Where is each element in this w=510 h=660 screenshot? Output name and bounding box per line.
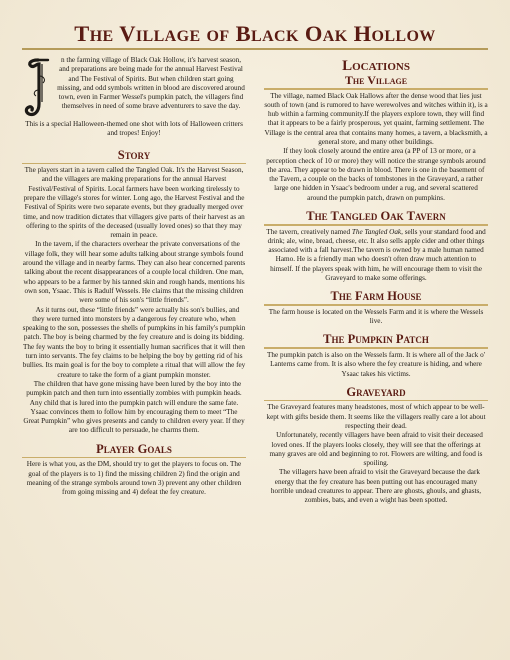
player-goals-rule bbox=[22, 457, 246, 459]
player-goals-heading: Player Goals bbox=[96, 441, 172, 456]
graveyard-paragraph-3: The villagers have been afraid to visit the Graveyard because the dark energy that the fey creature has been putting out has encouraged many horrible undead creatures to appear. There are ghosts, ghouls, and ghasts, zombies, bats, and even a wight has been spotted. bbox=[270, 468, 482, 505]
tavern-text bbox=[264, 228, 488, 284]
dropcap-i bbox=[22, 56, 52, 120]
farmhouse-rule bbox=[264, 304, 488, 306]
tavern-text-start: The tavern, creatively named bbox=[266, 227, 352, 236]
story-heading: Story bbox=[117, 147, 151, 162]
tavern-text-end: , sells your standard food and drink; ale, wine, bread, cheese, etc. It also sells apple cider and other things associated with a fall harvest.The tavern is owned by a male human named Hamo. He is a friendly man who doesn't often draw much attention to himself. If the players speak with him, he will encourage them to visit the Graveyard to make some offerings. bbox=[267, 227, 486, 283]
tavern-name: The Tangled Oak bbox=[351, 227, 402, 236]
pumpkin-patch-rule bbox=[264, 347, 488, 349]
tavern-rule bbox=[264, 224, 488, 226]
locations-heading: Locations bbox=[342, 58, 410, 74]
graveyard-paragraph-1: The Graveyard features many headstones, most of which appear to be well-kept with gifts beside them. It seems like the villagers really care a lot about respecting their dead. bbox=[266, 403, 486, 430]
story-paragraph-3: As it turns out, these “little friends” were actually his son's bullies, and they were turned into monsters by a dangerous fey creature who, when speaking to the son, possesses the shells of pumpkins in his family's pumpkin patch. The boy is being charmed by the fey creature and is doing its bidding. The fey wants the boy to bring it essentially human sacrifices that it will then turn into servants. The fey claims to be helping the boy by getting rid of his bullies. Its main goal is for the boy to complete a ritual that will allow the fey creature to take the form of a giant pumpkin monster. bbox=[22, 305, 246, 379]
village-heading: The Village bbox=[344, 73, 408, 87]
farmhouse-heading: The Farm House bbox=[330, 289, 422, 304]
story-paragraph-1: The players start in a tavern called the Tangled Oak. It's the Harvest Season, and the villagers are making preparations for the annual Harvest Festival/Festival of Spirits. Local farmers have been working tirelessly to prepare the village's stores for winter. Long ago, the Harvest Festival and the Festival of Spirits were two separate events, but they gradually merged over time, and now tradition dictates that villagers give parts of their harvest as an offering to the spirits of the deceased (usually loved ones) so that they may remain in peace. bbox=[23, 166, 245, 240]
left-column bbox=[22, 56, 246, 506]
graveyard-heading: Graveyard bbox=[346, 384, 406, 399]
intro-paragraph: n the farming village of Black Oak Hollow, it's harvest season, and preparations are being made for the annual Harvest Festival and The Festival of Spirits. But when children start going missing, and odd symbols written in blood are discovered around town, even in Farmer Wessel's pumpkin patch, the villagers find themselves in need of some brave adventurers to save the day. bbox=[57, 56, 245, 111]
farmhouse-text: The farm house is located on the Wessels Farm and it is where the Wessels live. bbox=[268, 307, 484, 326]
pumpkin-patch-heading: The Pumpkin Patch bbox=[323, 332, 429, 347]
graveyard-paragraph-2: Unfortunately, recently villagers have been afraid to visit their deceased loved ones. If the players looks closely, they will see that the offerings at many graves are old and beginning to rot. Flowers are wilting, and food is spoiling. bbox=[269, 431, 483, 468]
story-rule bbox=[22, 163, 246, 165]
page-title: The Village of Black Oak Hollow bbox=[74, 21, 436, 46]
story-paragraph-4: The children that have gone missing have been lured by the boy into the pumpkin patch and then turn into essentially zombies with pumpkin heads. Any child that is lured into the pumpkin patch will endure the same fate. Ysaac convinces them to follow him by encouraging them to meet “The Great Pumpkin” who gives presents and candy to children every year. If they are too difficult to persuade, he charms them. bbox=[23, 379, 245, 435]
story-paragraph-2: In the tavern, if the characters overhear the private conversations of the village folk, they will hear some adults talking about strange symbols found around the village and in nearby farms. They can also hear concerned parents talking about the recent disappearances of a couple local children. One man, who appears to be a farmer by his tanned skin and rough hands, mentions his own son, Ysaac. This is Radulf Wessels. He claims that the missing children were some of his son's “little friends”. bbox=[22, 240, 246, 305]
village-rule bbox=[264, 88, 488, 90]
tavern-heading: The Tangled Oak Tavern bbox=[306, 209, 446, 224]
right-column bbox=[264, 56, 488, 506]
intro-section bbox=[22, 56, 246, 139]
player-goals-text: Here is what you, as the DM, should try to get the players to focus on. The goal of the players is to 1) find the missing children 2) find the origin and meaning of the strange symbols around town 3) prevent any other children from going missing and 4) defeat the fey creature. bbox=[26, 460, 242, 497]
village-paragraph-1: The village, named Black Oak Hallows after the dense wood that lies just south of town (and is rumored to have werewolves and witches within it), is a hub within a farming community.If the players explore town, they will find that it appears to be a fairly prosperous, yet quaint, farming settlement. The Village is the central area that contains many homes, a tavern, a blacksmith, a general store, and many other buildings. bbox=[264, 91, 488, 146]
intro-note: This is a special Halloween-themed one shot with lots of Halloween critters and tropes! Enjoy! bbox=[25, 120, 243, 138]
dropcap-ornament bbox=[22, 56, 52, 120]
title-divider bbox=[22, 48, 488, 50]
village-paragraph-2: If they look closely around the entire area (a PP of 13 or more, or a perception check of 10 or more) they will notice the strange symbols around the area. They appear to be drawn in blood. There is one in the basement of the Tavern, a couple on the backs of tombstones in the Graveyard, a rather large one hidden in Ysaac's bedroom under a rug, and several scattered around the pumpkin patch, drawn on pumpkins. bbox=[266, 147, 486, 202]
pumpkin-patch-text: The pumpkin patch is also on the Wessels farm. It is where all of the Jack o' Lanterns came from. It is also where the fey creature is hiding, and where Ysaac takes his victims. bbox=[267, 350, 485, 378]
two-column-layout bbox=[22, 56, 488, 506]
graveyard-rule bbox=[264, 400, 488, 402]
